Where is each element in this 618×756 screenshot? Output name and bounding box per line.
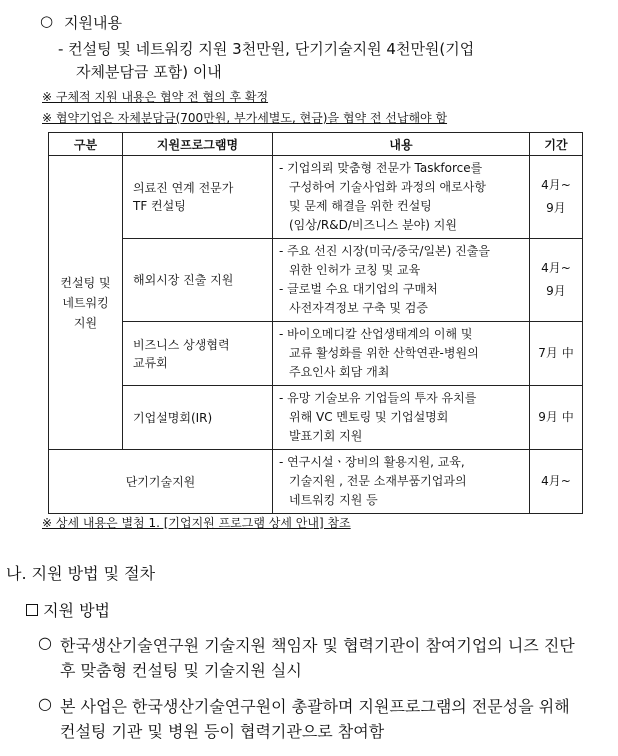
program-table: [48, 132, 583, 514]
short-term-support-name-cell: 단기기술지원: [49, 450, 273, 514]
note-see-appendix: ※ 상세 내용은 별첨 1. [기업지원 프로그램 상세 안내] 참조: [42, 516, 351, 530]
period-cell: [530, 386, 583, 450]
desc-line: 사전자격정보 구축 및 검증: [289, 301, 428, 315]
desc-line: 기술지원 , 전문 소재부품기업과의: [289, 474, 467, 488]
desc-line: - 연구시설ㆍ장비의 활용지원, 교육,: [279, 455, 465, 469]
program-desc-cell: [273, 322, 530, 386]
desc-line: - 바이오메디칼 산업생태계의 이해 및: [279, 327, 473, 341]
desc-line: 네트워킹 지원 등: [289, 493, 378, 507]
period-line: 9月: [546, 284, 566, 298]
program-name-cell: [123, 322, 273, 386]
program-name-cell: [123, 239, 273, 322]
desc-line: 발표기회 지원: [289, 429, 363, 443]
program-desc-cell: [273, 239, 530, 322]
method-bullet-2-line-2: 컨설팅 기관 및 병원 등이 협력기관으로 참여함: [60, 722, 385, 741]
program-desc-cell: [273, 156, 530, 239]
desc-line: 교류 활성화를 위한 산학연관-병원의: [289, 346, 479, 360]
header-period: 기간: [530, 133, 583, 156]
desc-line: - 유망 기술보유 기업들의 투자 유치를: [279, 391, 477, 405]
method-bullet-1-line-2: 후 맞춤형 컨설팅 및 기술지원 실시: [60, 661, 302, 680]
desc-line: 위한 인허가 코칭 및 교육: [289, 263, 421, 277]
period-cell: [530, 239, 583, 322]
category-line: 컨설팅 및: [60, 275, 111, 290]
program-name-cell: [123, 156, 273, 239]
program-name-line: 기업설명회(IR): [133, 410, 213, 425]
category-cell: [49, 156, 123, 450]
method-bullet-2-line-1: 본 사업은 한국생산기술연구원이 총괄하며 지원프로그램의 전문성을 위해: [60, 697, 570, 716]
period-cell: [530, 322, 583, 386]
period-line: 4月~: [541, 178, 571, 192]
section-title: 나. 지원 방법 및 절차: [6, 564, 156, 583]
bullet-icon: ○: [38, 633, 52, 652]
subsection-title: 지원 방법: [43, 601, 111, 620]
square-box-icon: [26, 604, 38, 616]
table-row: [49, 156, 583, 239]
period-line: 9月: [546, 201, 566, 215]
program-name-line: 비즈니스 상생협력: [133, 337, 230, 352]
program-desc-cell: [273, 450, 530, 514]
program-name-line: TF 컨설팅: [133, 199, 186, 213]
header-category: 구분: [49, 133, 123, 156]
period-line: 9月 中: [538, 410, 574, 424]
section-heading: 지원내용: [64, 14, 122, 32]
period-cell: [530, 450, 583, 514]
desc-line: 주요인사 회담 개최: [289, 365, 390, 379]
program-name-line: 해외시장 진출 지원: [133, 273, 234, 287]
program-desc-cell: [273, 386, 530, 450]
subsection-heading: [26, 598, 110, 621]
desc-line: 구성하여 기술사업화 과정의 애로사항: [289, 180, 486, 194]
period-line: 7月 中: [538, 346, 574, 360]
desc-line: - 주요 선진 시장(미국/중국/일본) 진출을: [279, 244, 490, 258]
desc-line: (임상/R&D/비즈니스 분야) 지원: [289, 218, 457, 232]
desc-line: - 글로벌 수요 대기업의 구매처: [279, 282, 438, 296]
period-line: 4月~: [541, 474, 571, 488]
header-program-name: 지원프로그램명: [123, 133, 273, 156]
program-name-line: 의료진 연계 전문가: [133, 181, 234, 195]
table-header-row: [49, 133, 583, 156]
support-amount-line-1: - 컨설팅 및 네트워킹 지원 3천만원, 단기기술지원 4천만원(기업: [58, 40, 475, 58]
bullet-icon: ○: [38, 694, 52, 713]
table-row: [49, 450, 583, 514]
desc-line: 위해 VC 멘토링 및 기업설명회: [289, 410, 449, 424]
category-line: 지원: [73, 315, 98, 330]
category-line: 네트워킹: [62, 295, 109, 310]
note-self-contribution: ※ 협약기업은 자체분담금(700만원, 부가세별도, 현금)을 협약 전 선납해야 함: [42, 111, 448, 125]
program-name-cell: [123, 386, 273, 450]
note-details-confirmed: ※ 구체적 지원 내용은 협약 전 협의 후 확정: [42, 90, 269, 104]
support-amount-line-2: 자체분담금 포함) 이내: [76, 63, 222, 81]
table-row: [49, 239, 583, 322]
header-content: 내용: [273, 133, 530, 156]
heading-bullet: ○: [40, 12, 54, 30]
period-line: 4月~: [541, 261, 571, 275]
method-bullet-1-line-1: 한국생산기술연구원 기술지원 책임자 및 협력기관이 참여기업의 니즈 진단: [60, 636, 575, 655]
period-cell: [530, 156, 583, 239]
table-row: [49, 386, 583, 450]
desc-line: 및 문제 해결을 위한 컨설팅: [289, 199, 432, 213]
program-name-line: 교류회: [133, 355, 168, 370]
desc-line: - 기업의뢰 맞춤형 전문가 Taskforce를: [279, 161, 483, 175]
table-row: [49, 322, 583, 386]
